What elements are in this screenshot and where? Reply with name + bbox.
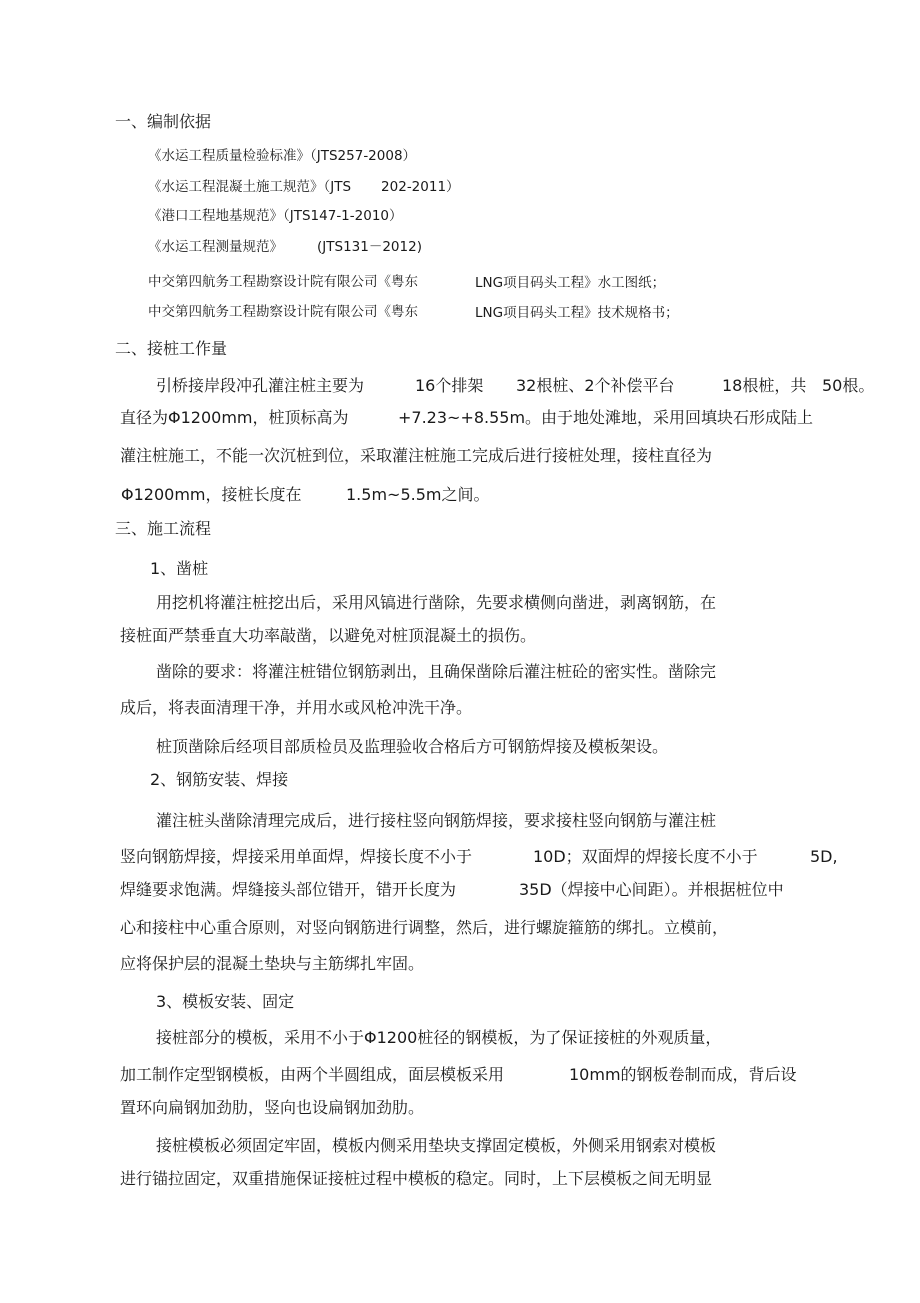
formwork-para-1-line-1: 接桩部分的模板，采用不小于Φ1200桩径的钢模板，为了保证接桩的外观质量， — [156, 1028, 722, 1047]
workload-line-2b: +7.23~+8.55m。由于地处滩地，采用回填块石形成陆上 — [398, 408, 814, 427]
section-2-heading: 二、接桩工作量 — [115, 339, 228, 358]
chisel-para-2-line-1: 凿除的要求：将灌注桩错位钢筋剥出，且确保凿除后灌注桩砼的密实性。凿除完 — [156, 662, 717, 681]
rebar-line-1: 灌注桩头凿除清理完成后，进行接柱竖向钢筋焊接，要求接柱竖向钢筋与灌注桩 — [156, 811, 717, 830]
reference-5-part-a: 中交第四航务工程勘察设计院有限公司《粤东 — [148, 274, 418, 290]
reference-5-part-b: LNG项目码头工程》水工图纸； — [475, 275, 666, 291]
reference-6-part-a: 中交第四航务工程勘察设计院有限公司《粤东 — [148, 304, 418, 320]
workload-line-4b: 1.5m~5.5m之间。 — [346, 485, 490, 504]
rebar-line-3b: 35D（焊接中心间距）。并根据桩位中 — [519, 880, 784, 899]
workload-line-1d: 18根桩，共 — [722, 376, 807, 395]
reference-4 — [148, 241, 422, 255]
section-3-heading: 三、施工流程 — [115, 519, 212, 538]
reference-2 — [148, 181, 460, 195]
reference-2-part-a: 《水运工程混凝土施工规范》（JTS — [148, 179, 352, 195]
formwork-para-2-line-2: 进行锚拉固定，双重措施保证接桩过程中模板的稳定。同时，上下层模板之间无明显 — [120, 1169, 713, 1188]
rebar-line-2c: 5D, — [810, 847, 838, 866]
workload-line-4a: Φ1200mm，接桩长度在 — [121, 485, 302, 504]
formwork-para-1-line-3: 置环向扁钢加劲肋，竖向也设扁钢加劲肋。 — [120, 1098, 425, 1117]
chisel-para-1-line-2: 接桩面严禁垂直大功率敲凿，以避免对桩顶混凝土的损伤。 — [120, 626, 537, 645]
workload-line-2a: 直径为Φ1200mm，桩顶标高为 — [120, 408, 349, 427]
reference-4-part-a: 《水运工程测量规范》 — [148, 239, 283, 255]
reference-2-part-b: 202-2011） — [381, 179, 460, 195]
workload-line-3: 灌注桩施工，不能一次沉桩到位，采取灌注桩施工完成后进行接桩处理，接柱直径为 — [120, 446, 713, 465]
chisel-para-3-line-1: 桩顶凿除后经项目部质检员及监理验收合格后方可钢筋焊接及模板架设。 — [156, 737, 669, 756]
rebar-line-3a: 焊缝要求饱满。焊缝接头部位错开，错开长度为 — [120, 880, 457, 899]
rebar-line-5: 应将保护层的混凝土垫块与主筋绑扎牢固。 — [120, 954, 425, 973]
workload-line-1a: 引桥接岸段冲孔灌注桩主要为 — [156, 376, 365, 395]
section-1-heading: 一、编制依据 — [115, 112, 212, 131]
rebar-line-2a: 竖向钢筋焊接，焊接采用单面焊，焊接长度不小于 — [120, 847, 473, 866]
reference-1: 《水运工程质量检验标准》（JTS257-2008） — [148, 148, 417, 164]
chisel-para-2-line-2: 成后，将表面清理干净，并用水或风枪冲洗干净。 — [120, 698, 473, 717]
formwork-para-2-line-1: 接桩模板必须固定牢固，模板内侧采用垫块支撑固定模板，外侧采用钢索对模板 — [156, 1136, 717, 1155]
formwork-para-1-line-2b: 10mm的钢板卷制而成，背后设 — [569, 1065, 797, 1084]
rebar-line-4: 心和接柱中心重合原则，对竖向钢筋进行调整，然后，进行螺旋箍筋的绑扎。立模前， — [120, 918, 729, 937]
workload-line-1e: 50根。 — [822, 376, 875, 395]
subsection-1-title: 1、凿桩 — [150, 559, 209, 578]
workload-line-1b: 16个排架 — [415, 376, 484, 395]
reference-4-part-b: (JTS131－2012) — [317, 239, 422, 255]
reference-3: 《港口工程地基规范》（JTS147-1-2010） — [148, 208, 403, 224]
reference-6-part-b: LNG项目码头工程》技术规格书； — [475, 305, 679, 321]
chisel-para-1-line-1: 用挖机将灌注桩挖出后，采用风镐进行凿除，先要求横侧向凿进，剥离钢筋，在 — [156, 593, 717, 612]
workload-line-1c: 32根桩、2个补偿平台 — [516, 376, 675, 395]
rebar-line-2b: 10D；双面焊的焊接长度不小于 — [533, 847, 758, 866]
formwork-para-1-line-2a: 加工制作定型钢模板，由两个半圆组成，面层模板采用 — [120, 1065, 505, 1084]
subsection-3-title: 3、模板安装、固定 — [156, 992, 295, 1011]
subsection-2-title: 2、钢筋安装、焊接 — [150, 770, 289, 789]
